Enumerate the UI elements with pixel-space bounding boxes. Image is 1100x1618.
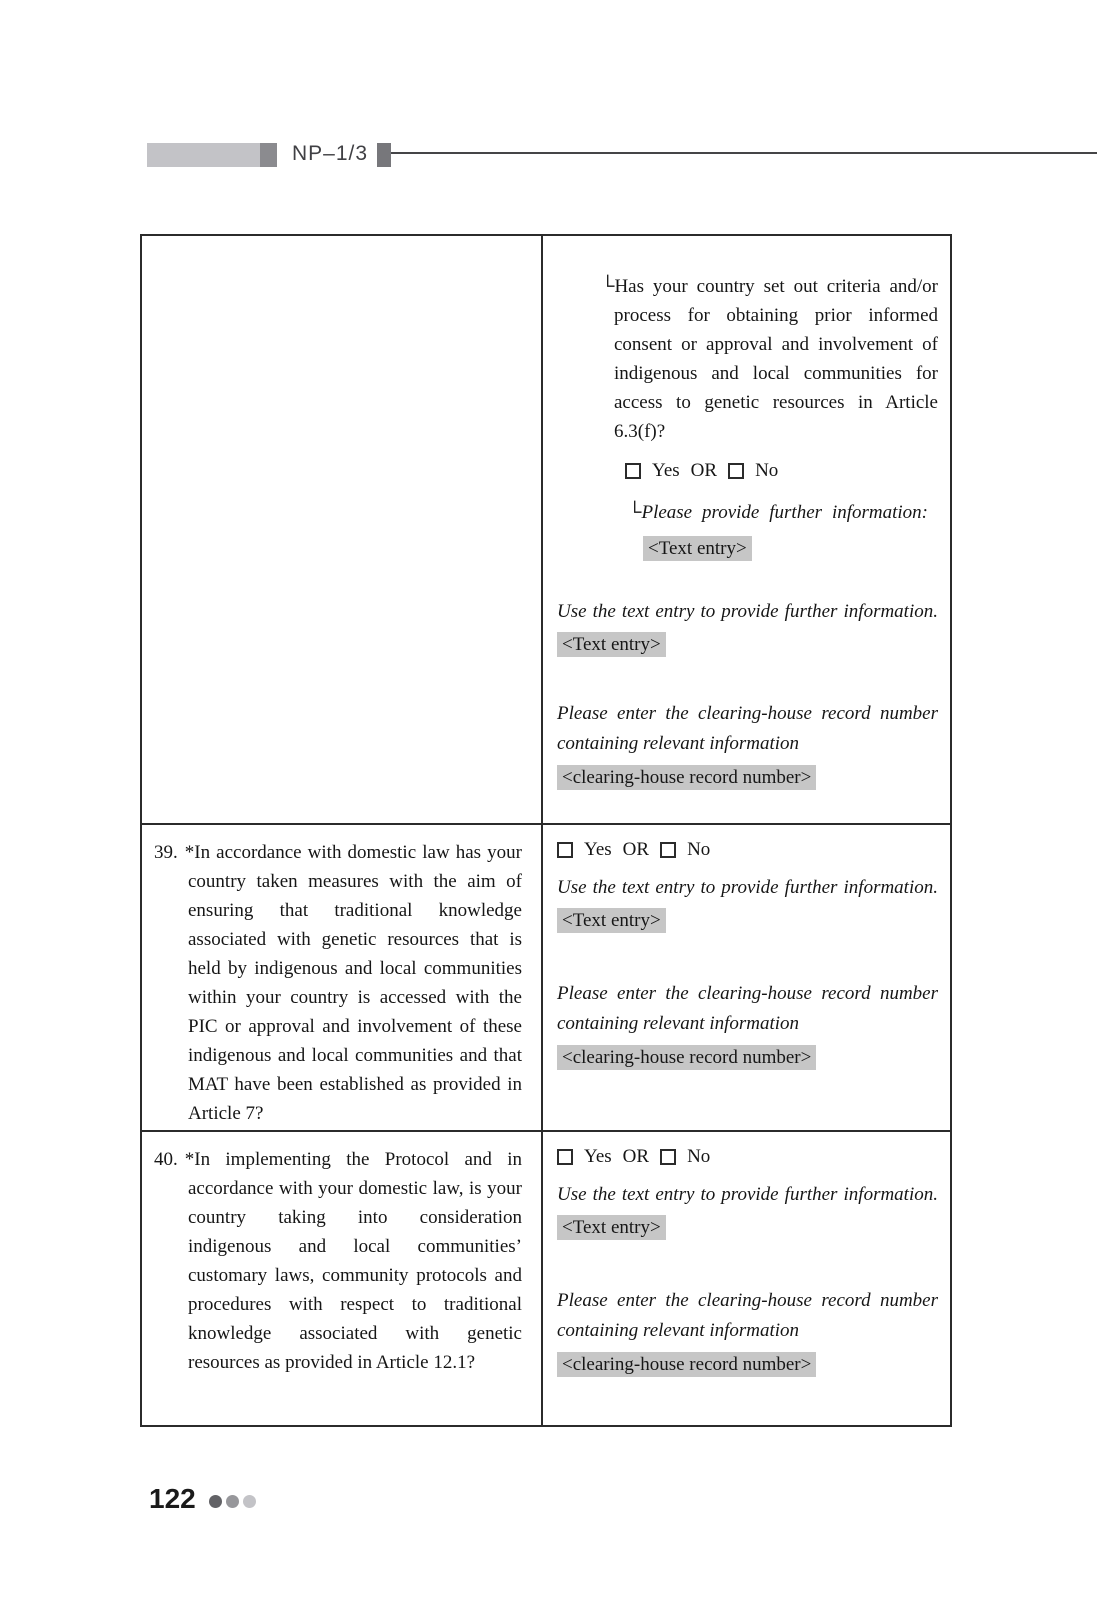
- dot-dark-icon: [209, 1495, 222, 1508]
- or-label: OR: [622, 1146, 650, 1167]
- table-row: [142, 823, 950, 1130]
- text-entry-field[interactable]: <Text entry>: [557, 632, 666, 657]
- page-footer: [149, 1483, 256, 1515]
- or-label: OR: [690, 460, 718, 481]
- no-label: No: [687, 839, 711, 860]
- answer-cell-40: [543, 1132, 950, 1425]
- no-checkbox[interactable]: [660, 842, 676, 858]
- dot-light-icon: [243, 1495, 256, 1508]
- questionnaire-table: [140, 234, 952, 1427]
- clearing-house-instruction-line2: containing relevant information: [557, 1013, 800, 1034]
- text-entry-field[interactable]: <Text entry>: [557, 908, 666, 933]
- question-number: 40.: [154, 1149, 178, 1170]
- page-number: 122: [149, 1483, 196, 1514]
- header-bar-decoration: [147, 143, 260, 167]
- header-square-decoration: [377, 143, 391, 167]
- no-label: No: [687, 1146, 711, 1167]
- footer-dots-icon: [209, 1495, 256, 1508]
- no-label: No: [755, 460, 779, 481]
- yes-checkbox[interactable]: [557, 1149, 573, 1165]
- question-cell-empty: [142, 236, 543, 823]
- yes-checkbox[interactable]: [625, 463, 641, 479]
- text-entry-field[interactable]: <Text entry>: [557, 1215, 666, 1240]
- question-40-cell: [142, 1132, 543, 1425]
- use-text-entry-instruction: Use the text entry to provide further information.: [557, 877, 938, 898]
- clearing-house-instruction-line2: containing relevant information: [557, 1320, 800, 1341]
- yes-no-row: [557, 838, 710, 862]
- sub-question-text: └Has your country set out criteria and/or process for obtaining prior informed consent or approval and involvement of indigenous and local communities for access to genetic resources in Article 6.3(f)?: [601, 276, 938, 442]
- yes-label: Yes: [584, 1146, 612, 1167]
- use-text-entry-instruction: Use the text entry to provide further information.: [557, 1184, 938, 1205]
- question-40-text: 40. *In implementing the Protocol and in accordance with your domestic law, is your country taking into consideration indigenous and local communities’ customary laws, community protocols and procedures with respect to traditional knowledge associated with genetic resources as provided in Article 12.1?: [154, 1149, 522, 1373]
- document-code: NP–1/3: [292, 142, 369, 165]
- clearing-house-record-field[interactable]: <clearing-house record number>: [557, 1352, 816, 1377]
- dot-medium-icon: [226, 1495, 239, 1508]
- question-39-cell: [142, 825, 543, 1130]
- answer-cell-39: [543, 825, 950, 1130]
- no-checkbox[interactable]: [660, 1149, 676, 1165]
- table-row: [142, 236, 950, 823]
- yes-label: Yes: [652, 460, 680, 481]
- clearing-house-record-field[interactable]: <clearing-house record number>: [557, 765, 816, 790]
- clearing-house-instruction-line1: Please enter the clearing-house record number: [557, 983, 938, 1004]
- header-rule: [391, 152, 1097, 154]
- header-bar-cap: [260, 143, 277, 167]
- clearing-house-instruction-line1: Please enter the clearing-house record number: [557, 1290, 938, 1311]
- clearing-house-record-field[interactable]: <clearing-house record number>: [557, 1045, 816, 1070]
- use-text-entry-instruction: Use the text entry to provide further information.: [557, 601, 938, 622]
- please-provide-label: └Please provide further information:: [628, 502, 928, 523]
- clearing-house-instruction-line1: Please enter the clearing-house record number: [557, 703, 938, 724]
- or-label: OR: [622, 839, 650, 860]
- yes-no-row: [625, 459, 778, 483]
- yes-checkbox[interactable]: [557, 842, 573, 858]
- table-row: [142, 1130, 950, 1425]
- question-number: 39.: [154, 842, 178, 863]
- text-entry-field[interactable]: <Text entry>: [643, 536, 752, 561]
- yes-no-row: [557, 1145, 710, 1169]
- clearing-house-instruction-line2: containing relevant information: [557, 733, 800, 754]
- answer-cell-article-6-3f: [543, 236, 950, 823]
- no-checkbox[interactable]: [728, 463, 744, 479]
- question-39-text: 39. *In accordance with domestic law has your country taken measures with the aim of ensuring that traditional knowledge associated with genetic resources that is held by indigenous and local communities within your country is accessed with the PIC or approval and involvement of these indigenous and local communities and that MAT have been established as provided in Article 7?: [154, 842, 522, 1124]
- yes-label: Yes: [584, 839, 612, 860]
